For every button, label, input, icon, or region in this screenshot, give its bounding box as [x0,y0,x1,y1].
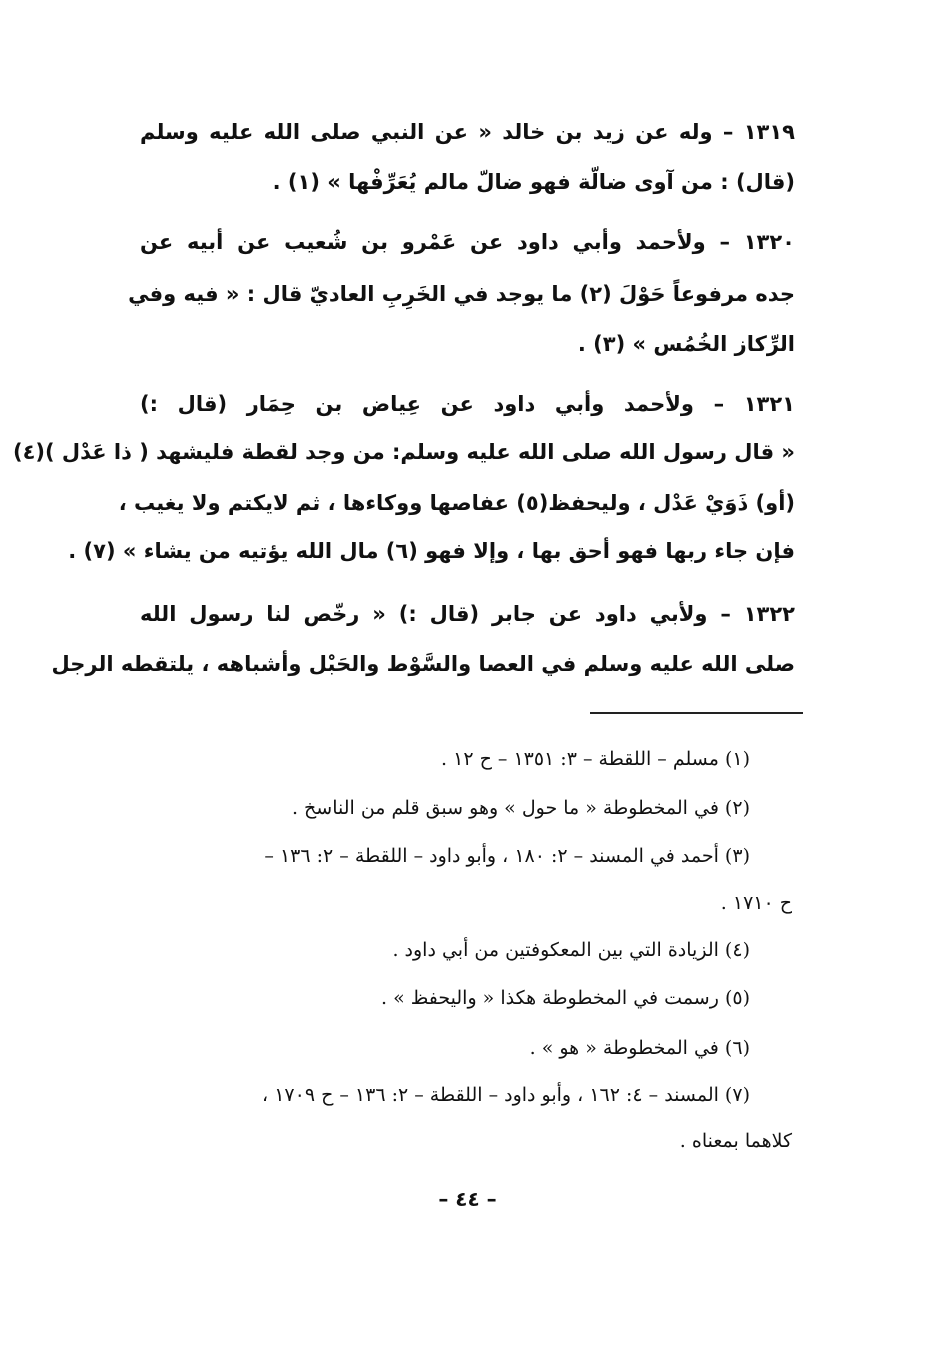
footnote: (٧) المسند – ٤: ١٦٢ ، وأبو داود – اللقطة – ٢: ١٣٦ – ح ١٧٠٩ ، [262,1084,750,1106]
text-line: ١٣٢٠ – ولأحمد وأبي داود عن عَمْرو بن شُعيب عن أبيه عن [140,230,795,254]
footnote: (٦) في المخطوطة « هو » . [529,1037,750,1059]
text-line: جده مرفوعاً حَوْلَ (٢) ما يوجد في الخَرِبِ العاديّ قال : « فيه وفي [128,282,795,306]
text-line: (قال) : من آوى ضالّة فهو ضالّ مالم يُعَرِّفْها » (١) . [272,170,795,194]
footnote: (٣) أحمد في المسند – ٢: ١٨٠ ، وأبو داود – اللقطة – ٢: ١٣٦ – [264,845,750,867]
footnote-continuation: كلاهما بمعناه . [679,1130,792,1152]
footnote: (٤) الزيادة التي بين المعكوفتين من أبي داود . [392,939,750,961]
text-line: (أو) ذَوَيْ عَدْل ، وليحفظ(٥) عفاصها ووكاءها ، ثم لايكتم ولا يغيب ، [118,491,795,515]
footnote-continuation: ح ١٧١٠ . [720,892,792,914]
text-line: ١٣١٩ – وله عن زيد بن خالد « عن النبي صلى الله عليه وسلم [140,120,795,144]
text-line: فإن جاء ربها فهو أحق بها ، وإلا فهو (٦) مال الله يؤتيه من يشاء » (٧) . [68,539,795,563]
footnote: (١) مسلم – اللقطة – ٣: ١٣٥١ – ح ١٢ . [441,748,750,770]
text-line: « قال رسول الله صلى الله عليه وسلم: من وجد لقطة فليشهد ( ذا عَدْل )(٤) [12,440,795,464]
footnote: (٢) في المخطوطة « ما حول » وهو سبق قلم من الناسخ . [291,797,750,819]
text-line: ١٣٢١ – ولأحمد وأبي داود عن عِياض بن حِمَار (قال :) [140,392,795,416]
text-line: الرِّكاز الخُمُس » (٣) . [577,332,795,356]
text-line: صلى الله عليه وسلم في العصا والسَّوْط والحَبْل وأشباهه ، يلتقطه الرجل [51,652,795,676]
footnote-divider [590,712,803,714]
footnote: (٥) رسمت في المخطوطة هكذا « واليحفظ » . [381,987,750,1009]
text-line: ١٣٢٢ – ولأبي داود عن جابر (قال :) « رخّص لنا رسول الله [140,602,795,626]
page-number: – ٤٤ – [438,1187,497,1211]
